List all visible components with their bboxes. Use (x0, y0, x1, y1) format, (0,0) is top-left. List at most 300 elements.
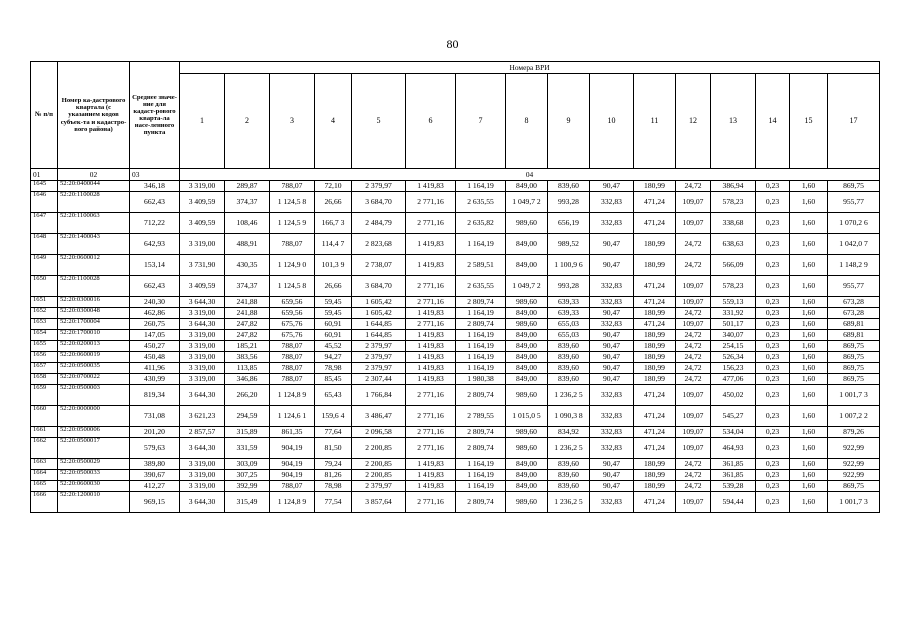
row-number: 1648 (31, 234, 58, 255)
vri-value: 689,81 (828, 319, 880, 330)
vri-value: 2 484,79 (352, 213, 406, 234)
vri-value: 1 766,84 (352, 385, 406, 406)
vri-value: 849,00 (506, 181, 548, 192)
header-vri-15: 15 (790, 74, 828, 169)
header-vri-5: 5 (352, 74, 406, 169)
page-number: 80 (446, 37, 459, 51)
colnum-04: 04 (180, 169, 880, 181)
vri-value: 332,83 (590, 492, 634, 513)
vri-value: 989,60 (506, 427, 548, 438)
vri-value: 1,60 (790, 192, 828, 213)
vri-value: 0,23 (756, 330, 790, 341)
header-vri-title: Номера ВРИ (180, 62, 880, 74)
vri-value: 471,24 (634, 276, 676, 297)
vri-value: 2 379,97 (352, 341, 406, 352)
vri-value: 1,60 (790, 459, 828, 470)
vri-value: 1 419,83 (406, 330, 456, 341)
vri-value: 1 419,83 (406, 341, 456, 352)
vri-value: 332,83 (590, 276, 634, 297)
table-header (31, 62, 880, 169)
vri-value: 3 684,70 (352, 276, 406, 297)
vri-value: 332,83 (590, 192, 634, 213)
vri-value: 361,85 (711, 459, 756, 470)
row-number: 1657 (31, 363, 58, 374)
vri-value: 3 409,59 (180, 276, 225, 297)
table-row (31, 192, 880, 213)
vri-value: 673,28 (828, 308, 880, 319)
vri-value: 331,59 (225, 438, 270, 459)
vri-value: 0,23 (756, 341, 790, 352)
vri-value: 3 684,70 (352, 192, 406, 213)
vri-value: 1,60 (790, 297, 828, 308)
row-number: 1665 (31, 481, 58, 492)
vri-value: 675,76 (270, 330, 315, 341)
vri-value: 24,72 (676, 308, 711, 319)
vri-value: 861,35 (270, 427, 315, 438)
quarter-number: 52:20:1100063 (58, 213, 130, 234)
vri-value: 2 771,16 (406, 297, 456, 308)
vri-value: 289,87 (225, 181, 270, 192)
vri-value: 869,75 (828, 481, 880, 492)
vri-value: 77,54 (315, 492, 352, 513)
vri-value: 1 090,3 8 (548, 406, 590, 427)
vri-value: 471,24 (634, 492, 676, 513)
vri-value: 113,85 (225, 363, 270, 374)
vri-value: 3 319,00 (180, 363, 225, 374)
table-row (31, 276, 880, 297)
vri-value: 109,07 (676, 385, 711, 406)
vri-value: 539,28 (711, 481, 756, 492)
table-row (31, 363, 880, 374)
vri-value: 303,09 (225, 459, 270, 470)
vri-value: 109,07 (676, 427, 711, 438)
avg-value: 411,96 (130, 363, 180, 374)
vri-value: 1,60 (790, 481, 828, 492)
table-row (31, 341, 880, 352)
vri-value: 638,63 (711, 234, 756, 255)
vri-value: 869,75 (828, 181, 880, 192)
vri-value: 2 771,16 (406, 213, 456, 234)
vri-value: 0,23 (756, 234, 790, 255)
vri-value: 0,23 (756, 192, 790, 213)
vri-value: 1 419,83 (406, 459, 456, 470)
vri-value: 2 809,74 (456, 297, 506, 308)
vri-value: 1 419,83 (406, 481, 456, 492)
vri-value: 545,27 (711, 406, 756, 427)
vri-value: 24,72 (676, 341, 711, 352)
quarter-number: 52:20:0600012 (58, 255, 130, 276)
vri-value: 1 164,19 (456, 470, 506, 481)
vri-value: 94,27 (315, 352, 352, 363)
avg-value: 642,93 (130, 234, 180, 255)
column-numbering (31, 169, 880, 181)
table-row (31, 438, 880, 459)
vri-value: 1 001,7 3 (828, 492, 880, 513)
vri-value: 639,33 (548, 308, 590, 319)
vri-value: 639,33 (548, 297, 590, 308)
vri-value: 839,60 (548, 481, 590, 492)
vri-value: 2 771,16 (406, 406, 456, 427)
vri-value: 0,23 (756, 363, 790, 374)
vri-value: 1,60 (790, 330, 828, 341)
row-number: 1653 (31, 319, 58, 330)
vri-value: 989,60 (506, 492, 548, 513)
vri-value: 464,93 (711, 438, 756, 459)
vri-value: 3 409,59 (180, 213, 225, 234)
vri-value: 0,23 (756, 459, 790, 470)
vri-value: 834,92 (548, 427, 590, 438)
vri-value: 0,23 (756, 481, 790, 492)
table-row (31, 492, 880, 513)
row-number: 1655 (31, 341, 58, 352)
vri-value: 904,19 (270, 438, 315, 459)
row-number: 1646 (31, 192, 58, 213)
avg-value: 240,30 (130, 297, 180, 308)
quarter-number: 52:20:0300016 (58, 297, 130, 308)
vri-value: 2 200,85 (352, 459, 406, 470)
vri-value: 471,24 (634, 213, 676, 234)
avg-value: 662,43 (130, 192, 180, 213)
vri-value: 59,45 (315, 297, 352, 308)
vri-value: 1 124,6 1 (270, 406, 315, 427)
vri-value: 90,47 (590, 341, 634, 352)
row-number: 1660 (31, 406, 58, 427)
vri-value: 1,60 (790, 255, 828, 276)
vri-value: 471,24 (634, 297, 676, 308)
vri-value: 989,60 (506, 385, 548, 406)
vri-value: 0,23 (756, 308, 790, 319)
vri-value: 24,72 (676, 234, 711, 255)
vri-value: 3 644,30 (180, 385, 225, 406)
vri-value: 1 164,19 (456, 481, 506, 492)
avg-value: 412,27 (130, 481, 180, 492)
vri-value: 1,60 (790, 427, 828, 438)
table-row (31, 427, 880, 438)
vri-value: 3 857,64 (352, 492, 406, 513)
avg-value: 712,22 (130, 213, 180, 234)
vri-value: 849,00 (506, 308, 548, 319)
row-number: 1652 (31, 308, 58, 319)
avg-value: 260,75 (130, 319, 180, 330)
colnum-03: 03 (130, 169, 180, 181)
table-row (31, 255, 880, 276)
header-vri-14: 14 (756, 74, 790, 169)
vri-value: 1 042,0 7 (828, 234, 880, 255)
vri-value: 471,24 (634, 427, 676, 438)
vri-value: 180,99 (634, 363, 676, 374)
vri-value: 0,23 (756, 406, 790, 427)
vri-value: 338,68 (711, 213, 756, 234)
vri-value: 1,60 (790, 470, 828, 481)
vri-value: 1 049,7 2 (506, 276, 548, 297)
quarter-number: 52:20:0400044 (58, 181, 130, 192)
vri-value: 180,99 (634, 181, 676, 192)
vri-value: 1,60 (790, 385, 828, 406)
vri-value: 1,60 (790, 374, 828, 385)
vri-value: 1 001,7 3 (828, 385, 880, 406)
row-number: 1662 (31, 438, 58, 459)
header-vri-10: 10 (590, 74, 634, 169)
avg-value: 390,67 (130, 470, 180, 481)
table-row (31, 385, 880, 406)
row-number: 1659 (31, 385, 58, 406)
vri-value: 166,7 3 (315, 213, 352, 234)
vri-value: 2 823,68 (352, 234, 406, 255)
vri-value: 989,60 (506, 319, 548, 330)
table-row (31, 308, 880, 319)
vri-value: 501,17 (711, 319, 756, 330)
table-row (31, 181, 880, 192)
vri-value: 922,99 (828, 459, 880, 470)
vri-value: 2 809,74 (456, 492, 506, 513)
vri-value: 361,85 (711, 470, 756, 481)
vri-value: 1 049,7 2 (506, 192, 548, 213)
vri-value: 1 419,83 (406, 255, 456, 276)
vri-value: 85,45 (315, 374, 352, 385)
vri-value: 788,07 (270, 341, 315, 352)
table-row (31, 374, 880, 385)
vri-value: 471,24 (634, 192, 676, 213)
vri-value: 1,60 (790, 438, 828, 459)
vri-value: 109,07 (676, 192, 711, 213)
vri-value: 241,88 (225, 308, 270, 319)
vri-value: 869,75 (828, 374, 880, 385)
vri-value: 1 124,8 9 (270, 492, 315, 513)
vri-value: 109,07 (676, 213, 711, 234)
vri-value: 81,50 (315, 438, 352, 459)
header-vri-6: 6 (406, 74, 456, 169)
vri-value: 24,72 (676, 352, 711, 363)
quarter-number: 52:20:1700004 (58, 319, 130, 330)
vri-value: 2 635,82 (456, 213, 506, 234)
vri-value: 849,00 (506, 363, 548, 374)
vri-value: 471,24 (634, 319, 676, 330)
vri-value: 869,75 (828, 352, 880, 363)
quarter-number: 52:20:0600019 (58, 352, 130, 363)
vri-value: 109,07 (676, 492, 711, 513)
vri-value: 989,60 (506, 297, 548, 308)
header-quarter: Номер ка-дастрового квартала (с указанием кодов субъек-та и кадастро-вого района) (58, 62, 130, 169)
vri-value: 1 164,19 (456, 352, 506, 363)
vri-value: 2 589,51 (456, 255, 506, 276)
vri-value: 2 857,57 (180, 427, 225, 438)
header-avg: Среднее значе-ние для кадаст-рового кварта-ла насе-ленного пункта (130, 62, 180, 169)
vri-value: 0,23 (756, 352, 790, 363)
vri-value: 488,91 (225, 234, 270, 255)
quarter-number: 52:20:0500033 (58, 470, 130, 481)
quarter-number: 52:20:0500029 (58, 459, 130, 470)
row-number: 1647 (31, 213, 58, 234)
vri-value: 1 419,83 (406, 181, 456, 192)
vri-value: 2 789,55 (456, 406, 506, 427)
avg-value: 450,27 (130, 341, 180, 352)
vri-value: 788,07 (270, 352, 315, 363)
vri-value: 989,60 (506, 438, 548, 459)
header-vri-7: 7 (456, 74, 506, 169)
vri-value: 989,60 (506, 213, 548, 234)
vri-value: 2 379,97 (352, 181, 406, 192)
vri-value: 90,47 (590, 330, 634, 341)
vri-value: 0,23 (756, 470, 790, 481)
vri-value: 993,28 (548, 192, 590, 213)
vri-value: 1 100,9 6 (548, 255, 590, 276)
vri-value: 1 164,19 (456, 330, 506, 341)
vri-value: 3 319,00 (180, 341, 225, 352)
vri-value: 346,86 (225, 374, 270, 385)
vri-value: 241,88 (225, 297, 270, 308)
vri-value: 3 644,30 (180, 492, 225, 513)
vri-value: 1,60 (790, 406, 828, 427)
quarter-number: 52:20:1100028 (58, 276, 130, 297)
vri-value: 24,72 (676, 481, 711, 492)
vri-value: 2 771,16 (406, 427, 456, 438)
vri-value: 1,60 (790, 213, 828, 234)
vri-value: 655,03 (548, 319, 590, 330)
vri-value: 1 164,19 (456, 341, 506, 352)
table-body (31, 181, 880, 513)
table-row (31, 470, 880, 481)
vri-value: 0,23 (756, 374, 790, 385)
vri-value: 2 809,74 (456, 427, 506, 438)
vri-value: 2 738,07 (352, 255, 406, 276)
vri-value: 3 644,30 (180, 438, 225, 459)
vri-value: 2 771,16 (406, 492, 456, 513)
vri-value: 689,81 (828, 330, 880, 341)
quarter-number: 52:20:0200013 (58, 341, 130, 352)
vri-value: 180,99 (634, 330, 676, 341)
row-number: 1656 (31, 352, 58, 363)
header-vri-17: 17 (828, 74, 880, 169)
vri-value: 3 621,23 (180, 406, 225, 427)
vri-value: 3 731,90 (180, 255, 225, 276)
vri-value: 24,72 (676, 374, 711, 385)
vri-value: 849,00 (506, 330, 548, 341)
vri-value: 180,99 (634, 459, 676, 470)
vri-value: 1 605,42 (352, 308, 406, 319)
vri-value: 566,09 (711, 255, 756, 276)
vri-value: 60,91 (315, 330, 352, 341)
table-row (31, 481, 880, 492)
vri-value: 1,60 (790, 181, 828, 192)
vri-value: 1 236,2 5 (548, 438, 590, 459)
vri-value: 307,25 (225, 470, 270, 481)
vri-value: 332,83 (590, 213, 634, 234)
vri-value: 1 419,83 (406, 363, 456, 374)
vri-value: 72,10 (315, 181, 352, 192)
vri-value: 659,56 (270, 297, 315, 308)
avg-value: 389,80 (130, 459, 180, 470)
header-vri-11: 11 (634, 74, 676, 169)
quarter-number: 52:20:0500003 (58, 385, 130, 406)
vri-value: 247,82 (225, 330, 270, 341)
vri-value: 1 124,9 0 (270, 255, 315, 276)
vri-value: 955,77 (828, 276, 880, 297)
row-number: 1666 (31, 492, 58, 513)
vri-value: 2 809,74 (456, 438, 506, 459)
avg-value: 662,43 (130, 276, 180, 297)
vri-value: 3 319,00 (180, 481, 225, 492)
vri-value: 2 771,16 (406, 438, 456, 459)
vri-value: 1,60 (790, 276, 828, 297)
vri-value: 24,72 (676, 470, 711, 481)
vri-value: 90,47 (590, 459, 634, 470)
vri-value: 24,72 (676, 255, 711, 276)
table-row (31, 213, 880, 234)
avg-value: 201,20 (130, 427, 180, 438)
vri-value: 594,44 (711, 492, 756, 513)
avg-value: 969,15 (130, 492, 180, 513)
vri-value: 3 644,30 (180, 319, 225, 330)
vri-value: 1 419,83 (406, 374, 456, 385)
vri-value: 90,47 (590, 308, 634, 319)
vri-value: 3 319,00 (180, 374, 225, 385)
vri-value: 60,91 (315, 319, 352, 330)
vri-value: 1 124,5 9 (270, 213, 315, 234)
vri-value: 0,23 (756, 319, 790, 330)
vri-value: 559,13 (711, 297, 756, 308)
vri-value: 2 379,97 (352, 363, 406, 374)
header-num: № п/п (31, 62, 58, 169)
vri-value: 180,99 (634, 341, 676, 352)
header-vri-12: 12 (676, 74, 711, 169)
vri-value: 114,4 7 (315, 234, 352, 255)
vri-value: 1,60 (790, 308, 828, 319)
vri-value: 1 164,19 (456, 459, 506, 470)
quarter-number: 52:20:1200010 (58, 492, 130, 513)
row-number: 1664 (31, 470, 58, 481)
vri-value: 78,98 (315, 363, 352, 374)
avg-value: 579,63 (130, 438, 180, 459)
table-row (31, 234, 880, 255)
vri-value: 101,3 9 (315, 255, 352, 276)
avg-value: 462,86 (130, 308, 180, 319)
vri-value: 79,24 (315, 459, 352, 470)
quarter-number: 52:20:0500035 (58, 363, 130, 374)
vri-value: 1 419,83 (406, 352, 456, 363)
vri-value: 180,99 (634, 234, 676, 255)
vri-value: 989,52 (548, 234, 590, 255)
vri-value: 1,60 (790, 352, 828, 363)
vri-table (30, 61, 880, 513)
vri-value: 1 124,8 9 (270, 385, 315, 406)
table-row (31, 406, 880, 427)
vri-value: 849,00 (506, 234, 548, 255)
vri-value: 2 771,16 (406, 192, 456, 213)
avg-value: 147,05 (130, 330, 180, 341)
vri-value: 2 096,58 (352, 427, 406, 438)
vri-value: 656,19 (548, 213, 590, 234)
vri-value: 1 419,83 (406, 308, 456, 319)
vri-value: 1,60 (790, 492, 828, 513)
table-row (31, 352, 880, 363)
vri-value: 332,83 (590, 406, 634, 427)
vri-value: 159,6 4 (315, 406, 352, 427)
vri-value: 156,23 (711, 363, 756, 374)
row-number: 1661 (31, 427, 58, 438)
vri-value: 675,76 (270, 319, 315, 330)
vri-value: 0,23 (756, 276, 790, 297)
vri-value: 374,37 (225, 276, 270, 297)
vri-value: 90,47 (590, 470, 634, 481)
vri-value: 332,83 (590, 297, 634, 308)
vri-value: 2 771,16 (406, 319, 456, 330)
vri-value: 1 605,42 (352, 297, 406, 308)
vri-value: 1,60 (790, 319, 828, 330)
vri-value: 59,45 (315, 308, 352, 319)
vri-value: 2 379,97 (352, 352, 406, 363)
table-row (31, 319, 880, 330)
vri-value: 2 771,16 (406, 276, 456, 297)
